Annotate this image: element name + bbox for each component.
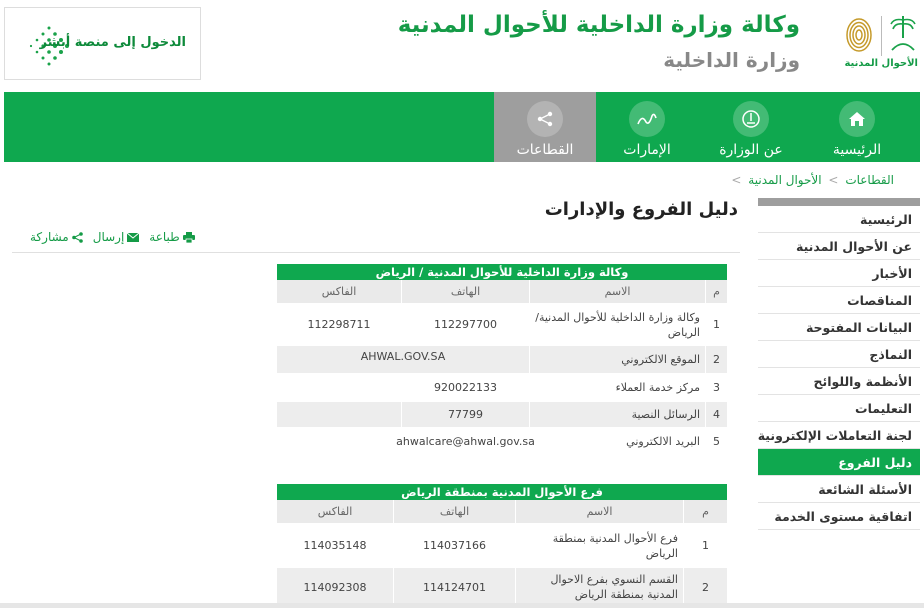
row-num: 5 — [705, 428, 727, 455]
col-num-header: م — [683, 500, 727, 523]
table-row — [277, 568, 727, 608]
sidebar-item-e-transactions[interactable]: لجنة التعاملات الإلكترونية — [758, 422, 920, 449]
row-fax: 112298711 — [307, 318, 371, 331]
table-row — [277, 304, 727, 346]
nav-about-ministry[interactable] — [700, 92, 802, 162]
nav-emirates[interactable] — [596, 92, 698, 162]
col-fax-header: الفاكس — [317, 504, 353, 518]
col-phone-header: الهاتف — [401, 280, 529, 303]
hq-directory-table — [277, 264, 727, 456]
row-phone: 77799 — [401, 402, 529, 427]
breadcrumb-civil-affairs[interactable]: الأحوال المدنية — [748, 173, 822, 187]
nav-emirates-label: الإمارات — [623, 142, 671, 158]
riyadh-branch-table — [277, 484, 727, 608]
table-row — [277, 346, 727, 374]
row-fax: 114092308 — [303, 581, 367, 594]
emblem-icon — [733, 101, 769, 137]
share-label: مشاركة — [30, 230, 69, 244]
row-num: 4 — [705, 402, 727, 427]
row-name: الرسائل النصية — [529, 402, 705, 427]
row-fax: 114035148 — [303, 539, 367, 552]
row-name: البريد الالكتروني — [529, 428, 705, 455]
sidebar-item-about[interactable]: عن الأحوال المدنية — [758, 233, 920, 260]
row-name: القسم النسوي بفرع الاحوال المدنية بمنطقة الرياض — [515, 568, 683, 607]
table-header-row — [277, 280, 727, 304]
print-icon — [183, 232, 195, 243]
row-website-value[interactable]: AHWAL.GOV.SA — [360, 350, 446, 363]
row-email[interactable]: ahwalcare@ahwal.gov.sa — [401, 428, 529, 455]
table-row — [277, 524, 727, 568]
nav-sectors-label: القطاعات — [516, 142, 574, 158]
row-fax — [277, 428, 401, 455]
sidebar-item-home[interactable]: الرئيسية — [758, 206, 920, 233]
table-row — [277, 374, 727, 402]
row-phone: 114124701 — [393, 568, 515, 607]
sidebar-item-tenders[interactable]: المناقصات — [758, 287, 920, 314]
col-name-header: الاسم — [529, 280, 705, 303]
nav-about-ministry-label: عن الوزارة — [719, 142, 783, 158]
row-num: 3 — [705, 374, 727, 401]
share-icon — [72, 232, 83, 243]
absher-link-label: الدخول إلى منصة أبشر — [39, 35, 186, 50]
row-phone: 114037166 — [393, 524, 515, 567]
breadcrumb-sectors[interactable]: القطاعات — [845, 173, 894, 187]
nav-home[interactable] — [806, 92, 908, 162]
sidebar-item-forms[interactable]: النماذج — [758, 341, 920, 368]
breadcrumb — [728, 173, 894, 187]
nav-home-label: الرئيسية — [832, 142, 882, 158]
nav-sectors[interactable] — [494, 92, 596, 162]
table-header-row — [277, 500, 727, 524]
col-name-header: الاسم — [515, 500, 683, 523]
row-phone: 920022133 — [401, 374, 529, 401]
calligraphy-icon — [629, 101, 665, 137]
table-caption: فرع الأحوال المدنية بمنطقة الرياض — [277, 484, 727, 500]
sidebar-item-sla[interactable]: اتفاقية مستوى الخدمة — [758, 503, 920, 530]
share-nodes-icon — [527, 101, 563, 137]
row-phone: 112297700 — [401, 304, 529, 345]
logo-caption: الأحوال المدنية — [844, 58, 918, 69]
sidebar-item-regulations[interactable]: الأنظمة واللوائح — [758, 368, 920, 395]
sidebar — [758, 198, 920, 530]
row-num: 1 — [683, 524, 727, 567]
palm-swords-emblem-icon — [888, 14, 918, 54]
row-name: فرع الأحوال المدنية بمنطقة الرياض — [515, 524, 683, 567]
agency-title: وكالة وزارة الداخلية للأحوال المدنية — [397, 12, 800, 38]
page-title: دليل الفروع والإدارات — [544, 199, 738, 220]
sidebar-item-faq[interactable]: الأسئلة الشائعة — [758, 476, 920, 503]
envelope-icon — [127, 233, 139, 242]
row-fax — [277, 402, 401, 427]
table-caption: وكالة وزارة الداخلية للأحوال المدنية / الرياض — [277, 264, 727, 280]
row-name: الموقع الالكتروني — [529, 346, 705, 373]
row-name: وكالة وزارة الداخلية للأحوال المدنية/ الرياض — [529, 304, 705, 345]
row-num: 2 — [683, 568, 727, 607]
home-icon — [839, 101, 875, 137]
row-fax — [277, 374, 401, 401]
breadcrumb-separator: > — [828, 173, 839, 187]
main-nav — [4, 92, 920, 162]
table-row — [277, 402, 727, 428]
sidebar-topbar — [758, 198, 920, 206]
fingerprint-icon — [844, 16, 874, 54]
page-tools — [30, 230, 195, 244]
col-num-header: م — [705, 280, 727, 303]
row-num: 1 — [705, 304, 727, 345]
logo-divider — [881, 16, 882, 56]
breadcrumb-separator: > — [731, 173, 742, 187]
print-button[interactable] — [149, 230, 194, 244]
absher-login-link[interactable] — [4, 7, 201, 80]
send-button[interactable] — [93, 230, 140, 244]
sidebar-item-news[interactable]: الأخبار — [758, 260, 920, 287]
horizontal-scrollbar[interactable] — [0, 603, 924, 608]
ministry-title: وزارة الداخلية — [663, 48, 800, 72]
content-divider — [12, 252, 740, 253]
table-row — [277, 428, 727, 456]
row-num: 2 — [705, 346, 727, 373]
col-phone-header: الهاتف — [393, 500, 515, 523]
print-label: طباعة — [149, 230, 180, 244]
send-label: إرسال — [92, 230, 125, 244]
sidebar-item-branches[interactable]: دليل الفروع — [758, 449, 920, 476]
sidebar-item-open-data[interactable]: البيانات المفتوحة — [758, 314, 920, 341]
row-name: مركز خدمة العملاء — [529, 374, 705, 401]
sidebar-item-instructions[interactable]: التعليمات — [758, 395, 920, 422]
share-button[interactable] — [30, 230, 83, 244]
col-fax-header: الفاكس — [321, 284, 357, 298]
